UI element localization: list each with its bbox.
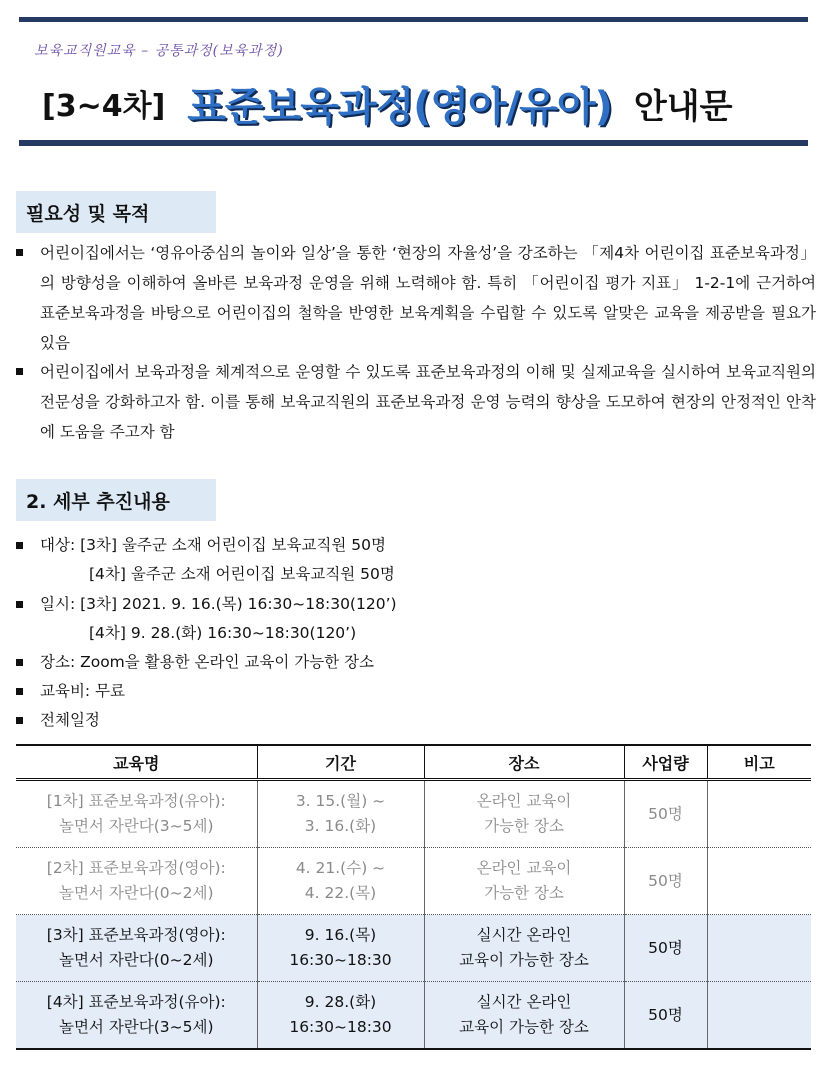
section-heading-purpose: 필요성 및 목적 xyxy=(16,191,216,233)
date-item xyxy=(16,589,397,619)
note-cell xyxy=(707,780,811,848)
table-row xyxy=(16,848,811,915)
table-header-row xyxy=(16,745,811,780)
fee-item xyxy=(16,676,125,706)
fee-text: 교육비: 무료 xyxy=(40,682,126,700)
header-note: 비고 xyxy=(707,745,811,780)
place-cell: 온라인 교육이 가능한 장소 xyxy=(424,848,624,915)
header-period: 기간 xyxy=(257,745,424,780)
tail-title: 안내문 xyxy=(633,86,733,127)
place-cell: 온라인 교육이 가능한 장소 xyxy=(424,780,624,848)
period-cell: 9. 16.(목) 16:30~18:30 xyxy=(257,915,424,982)
amount-cell: 50명 xyxy=(624,780,707,848)
amount-cell: 50명 xyxy=(624,982,707,1050)
target-item xyxy=(16,530,386,560)
table-row xyxy=(16,915,811,982)
section-heading-details: 2. 세부 추진내용 xyxy=(16,479,216,521)
round-label: [3~4차] xyxy=(42,89,166,124)
table-row xyxy=(16,780,811,848)
header-amount: 사업량 xyxy=(624,745,707,780)
square-bullet-icon xyxy=(16,659,23,666)
table-row xyxy=(16,982,811,1050)
course-cell: [2차] 표준보육과정(영아): 놀면서 자란다(0~2세) xyxy=(16,848,257,915)
target-line-1: 대상: [3차] 울주군 소재 어린이집 보육교직원 50명 xyxy=(40,536,386,554)
amount-cell: 50명 xyxy=(624,915,707,982)
paragraph-text: 어린이집에서는 ‘영유아중심의 놀이와 일상’을 통한 ‘현장의 자율성’을 강조하는 「제4차 어린이집 표준보육과정」의 방향성을 이해하여 올바른 보육과정 운영을 위해 노력해야 함. 특히 「어린이집 평가 지표」 1-2-1에 근거하여 표준보육과정을 바탕으로 어린이집의 철학을 반영한 보육계획을 수립할 수 있도록 알맞은 교육을 제공받을 필요가 있음 xyxy=(40,244,816,352)
note-cell xyxy=(707,982,811,1050)
course-cell: [1차] 표준보육과정(유아): 놀면서 자란다(3~5세) xyxy=(16,780,257,848)
purpose-paragraph-2 xyxy=(16,357,816,447)
amount-cell: 50명 xyxy=(624,848,707,915)
paragraph-text: 어린이집에서 보육과정을 체계적으로 운영할 수 있도록 표준보육과정의 이해 및 실제교육을 실시하여 보육교직원의 전문성을 강화하고자 함. 이를 통해 보육교직원의 표준보육과정 운영 능력의 향상을 도모하여 현장의 안정적인 안착에 도움을 주고자 함 xyxy=(40,363,816,441)
square-bullet-icon xyxy=(16,249,23,256)
main-title: 표준보육과정(영아/유아) xyxy=(187,83,612,130)
period-cell: 9. 28.(화) 16:30~18:30 xyxy=(257,982,424,1050)
top-rule xyxy=(19,17,808,22)
place-cell: 실시간 온라인 교육이 가능한 장소 xyxy=(424,982,624,1050)
schedule-label: 전체일정 xyxy=(40,711,100,729)
header-place: 장소 xyxy=(424,745,624,780)
course-cell: [4차] 표준보육과정(유아): 놀면서 자란다(3~5세) xyxy=(16,982,257,1050)
square-bullet-icon xyxy=(16,368,23,375)
period-cell: 4. 21.(수) ~ 4. 22.(목) xyxy=(257,848,424,915)
period-cell: 3. 15.(월) ~ 3. 16.(화) xyxy=(257,780,424,848)
schedule-item xyxy=(16,705,100,735)
place-text: 장소: Zoom을 활용한 온라인 교육이 가능한 장소 xyxy=(40,653,375,671)
date-line-1: 일시: [3차] 2021. 9. 16.(목) 16:30~18:30(120’) xyxy=(40,595,397,613)
square-bullet-icon xyxy=(16,688,23,695)
header-course: 교육명 xyxy=(16,745,257,780)
date-line-2: [4차] 9. 28.(화) 16:30~18:30(120’) xyxy=(89,624,357,642)
square-bullet-icon xyxy=(16,542,23,549)
note-cell xyxy=(707,848,811,915)
schedule-table xyxy=(16,744,811,1050)
purpose-paragraph-1 xyxy=(16,238,816,358)
place-cell: 실시간 온라인 교육이 가능한 장소 xyxy=(424,915,624,982)
bottom-rule xyxy=(19,140,808,146)
target-line-2: [4차] 울주군 소재 어린이집 보육교직원 50명 xyxy=(89,565,395,583)
page-title xyxy=(42,74,802,132)
note-cell xyxy=(707,915,811,982)
place-item xyxy=(16,647,374,677)
course-cell: [3차] 표준보육과정(영아): 놀면서 자란다(0~2세) xyxy=(16,915,257,982)
subtitle: 보육교직원교육 – 공통과정(보육과정) xyxy=(34,43,284,59)
square-bullet-icon xyxy=(16,717,23,724)
square-bullet-icon xyxy=(16,601,23,608)
